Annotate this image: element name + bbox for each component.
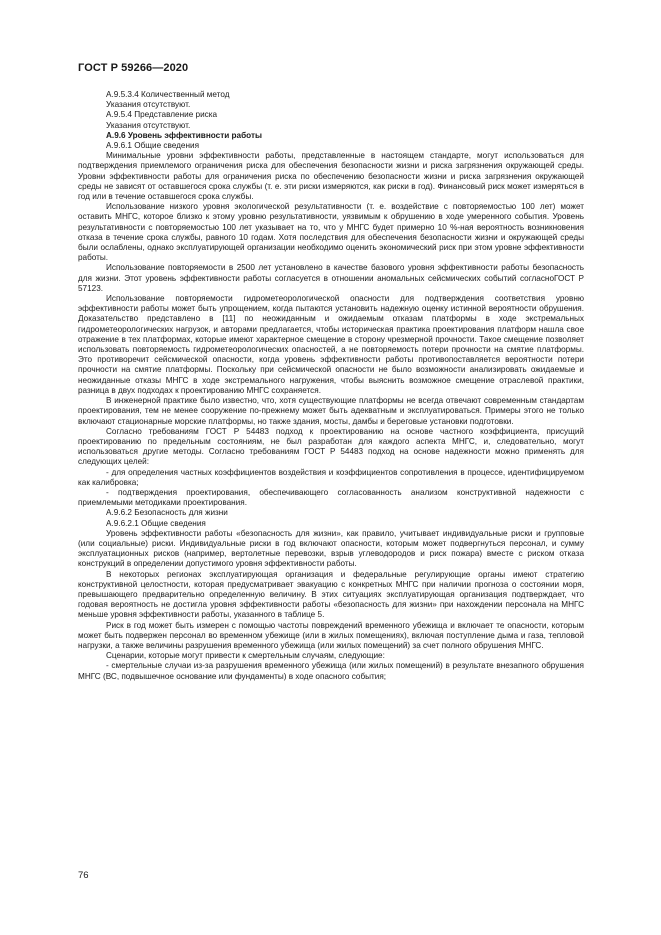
list-item: - подтверждения проектирования, обеспечивающего согласованность анализом конструктивной надежности с приемлемыми методиками проектирования. xyxy=(78,487,584,508)
list-item: - для определения частных коэффициентов воздействия и коэффициентов сопротивления в процессе, идентифицируемом как калибровка; xyxy=(78,467,584,487)
body-paragraph: В инженерной практике было известно, что, хотя существующие платформы не всегда отвечают современным стандартам проектирования, тем не менее сооружение по-прежнему может быть адекватным и эксплуатироваться. Примеры этого не только включают стационарные морские платформы, но также здания, мосты, дамбы и береговые установки подготовки. xyxy=(78,396,584,426)
page-number: 76 xyxy=(78,870,89,881)
body-paragraph: В некоторых регионах эксплуатирующая организация и федеральные регулирующие органы имеют стратегию конструктивной целостности, которая предусматривает эвакуацию с конкретных МНГС при наличии прогноза о состоянии моря, превышающего предварительно определенную величину. В этих ситуациях эксплуатирующая организация подтверждает, что годовая вероятность не достигла уровня эффективности работы «безопасность для жизни» при нахождении персонала на МНГС меньше уровня эффективности работы, указанного в таблице 5. xyxy=(78,569,584,620)
body-paragraph: Согласно требованиям ГОСТ Р 54483 подход к проектированию на основе частного коэффициента, присущий проектированию по предельным состояниям, не был разработан для каждого аспекта МНГС, и, следовательно, могут использоваться другие методы. Согласно требованиям ГОСТ Р 54483 подход на основе надежности можно применять для следующих целей: xyxy=(78,426,584,467)
body-paragraph: Использование низкого уровня экологической результативности (т. е. воздействие с повторяемостью 100 лет) может оставить МНГС, которое близко к этому уровню результативности, уязвимым к обрушению в ходе умеренного события. Уровень результативности с повторяемостью 100 лет указывает на то, что у МНГС будет примерно 10 %-ная вероятность возникновения отказа в течение срока службы, равного 10 годам. Хотя последствия для обеспечения безопасности жизни и окружающей среды были ослаблены, однако эксплуатирующей организации необходимо оценить экономический риск при этом уровне эффективности работы. xyxy=(78,202,584,263)
clause-heading: А.9.6.2.1 Общие сведения xyxy=(106,518,206,528)
clause-heading: А.9.6.2 Безопасность для жизни xyxy=(106,508,228,518)
note-text: Указания отсутствуют. xyxy=(106,100,191,110)
body-paragraph: Уровень эффективности работы «безопасность для жизни», как правило, учитывает индивидуальные риски и групповые (или социальные) риски. Индивидуальные риски в год включают опасности, которым может подвергнуться персонал, и сумму эксплуатационных рисков (например, вертолетные перевозки, взрыв углеводородов и риск пожара) вместе с риском отказа конструкций в определении допустимого уровня эффективности работы. xyxy=(78,528,584,569)
body-paragraph: Использование повторяемости в 2500 лет установлено в качестве базового уровня эффективности работы безопасность для жизни. Этот уровень эффективности работы согласуется в отношении аномальных сейсмических событий согласноГОСТ Р 57123. xyxy=(78,263,584,293)
section-heading: А.9.6 Уровень эффективности работы xyxy=(106,130,262,140)
clause-heading: А.9.5.4 Представление риска xyxy=(106,110,218,120)
document-body xyxy=(78,90,584,682)
clause-heading: А.9.6.1 Общие сведения xyxy=(106,141,200,151)
body-paragraph: Минимальные уровни эффективности работы, представленные в настоящем стандарте, могут использоваться для подтверждения приемлемого ограничения риска для обеспечения безопасности жизни и риска загрязнения окружающей среды. Уровни эффективности работы для ограничения риска по обеспечению безопасности жизни и риска загрязнения окружающей среды не зависят от оставшегося срока службы (т. е. эти риски измеряются, как риски в год). Финансовый риск может измеряться в год или в течение оставшегося срока службы. xyxy=(78,151,584,202)
clause-heading: А.9.5.3.4 Количественный метод xyxy=(106,90,230,99)
document-code-header: ГОСТ Р 59266—2020 xyxy=(78,62,189,74)
body-paragraph: Использование повторяемости гидрометеорологической опасности для подтверждения соответствия уровню эффективности работы может быть упрощением, когда пытаются установить надежную оценку истинной вероятности обрушения. Доказательство представлено в [11] по неожиданным и ожидаемым отказам платформы в ходе экстремальных гидрометеорологических нагрузок, и авторами предлагается, чтобы историческая практика проектирования платформ нашла свое отражение в тех платформах, которые имеют характерное смещение в сторону чрезмерной прочности. Такое смещение позволяет использовать повторяемость гидрометеорологических опасностей, а не повторяемость потери прочности на смятие платформы. Это противоречит сейсмической опасности, когда уровень эффективности работы противопоставляется вероятности потери прочности на смятие платформы. Поскольку при сейсмической опасности не было возможности анализировать ожидаемые и неожиданные отказы МНГС в ходе экстремального нагружения, чтобы выяснить возможное смещение отраслевой практики, разница в двух подходах к проектированию МНГС сохраняется. xyxy=(78,294,584,395)
note-text: Указания отсутствуют. xyxy=(106,120,191,130)
body-paragraph: Риск в год может быть измерен с помощью частоты повреждений временного убежища и включает те опасности, которым может быть подвержен персонал во временном убежище (или в жилых помещениях), включая поступление дыма и газа, тепловой нагрузки, а также величины разрушения временного убежища (или жилых помещений) за счет полного обрушения МНГС. xyxy=(78,620,584,650)
list-item: - смертельные случаи из-за разрушения временного убежища (или жилых помещений) в результате внезапного обрушения МНГС (ВС, подвышечное основание или фундаменты) в ходе опасного события; xyxy=(78,661,584,681)
body-paragraph: Сценарии, которые могут привести к смертельным случаям, следующие: xyxy=(106,651,385,661)
